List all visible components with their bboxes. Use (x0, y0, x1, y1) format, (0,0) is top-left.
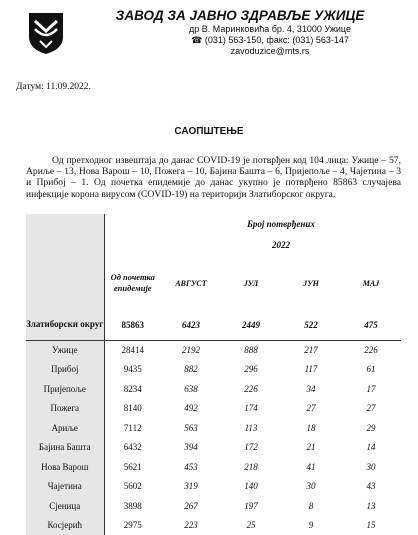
municipality-name: Сјеница (26, 496, 104, 516)
table-row (26, 457, 401, 477)
cell-month: 197 (221, 496, 281, 516)
cell-month: 563 (161, 418, 221, 438)
page-title: САОПШТЕЊЕ (0, 126, 418, 137)
cell-month: 267 (161, 496, 221, 516)
col-header-month: ЈУН (281, 256, 341, 310)
cell-month: 319 (161, 477, 221, 497)
cell-month: 218 (221, 457, 281, 477)
cell-month: 882 (161, 360, 221, 380)
table-row (26, 379, 401, 399)
cell-month: 29 (341, 418, 401, 438)
cell-month: 394 (161, 438, 221, 458)
cell-month: 15 (341, 516, 401, 535)
col-header-month: АВГУСТ (161, 256, 221, 310)
district-value: 6423 (161, 310, 221, 340)
district-value: 522 (281, 310, 341, 340)
district-total: 85863 (104, 310, 161, 340)
table-row (26, 496, 401, 516)
cell-total: 5621 (104, 457, 161, 477)
cell-month: 34 (281, 379, 341, 399)
municipality-name: Ариље (26, 418, 104, 438)
cell-month: 8 (281, 496, 341, 516)
cell-month: 27 (341, 399, 401, 419)
group-header: Број потврђених (161, 214, 401, 234)
corner-cell (26, 214, 104, 234)
cell-month: 25 (221, 516, 281, 535)
cell-month: 888 (221, 340, 281, 360)
cell-total: 8234 (104, 379, 161, 399)
cell-month: 172 (221, 438, 281, 458)
cell-month: 296 (221, 360, 281, 380)
col-header-month: МАЈ (341, 256, 401, 310)
col-header-total: Од почетка епидемије (104, 256, 161, 310)
cell-month: 9 (281, 516, 341, 535)
org-address: др В. Маринковића бр. 4, 31000 Ужице (80, 24, 400, 35)
cell-total: 3898 (104, 496, 161, 516)
institute-logo (27, 11, 65, 55)
col-header-month: ЈУЛ (221, 256, 281, 310)
cell-month: 217 (281, 340, 341, 360)
municipality-name: Прибој (26, 360, 104, 380)
org-name: ЗАВОД ЗА ЈАВНО ЗДРАВЉЕ УЖИЦЕ (80, 8, 400, 24)
cell-month: 492 (161, 399, 221, 419)
cell-month: 453 (161, 457, 221, 477)
municipality-name: Пријепоље (26, 379, 104, 399)
cell-total: 28414 (104, 340, 161, 360)
cell-month: 117 (281, 360, 341, 380)
cell-month: 21 (281, 438, 341, 458)
cell-month: 113 (221, 418, 281, 438)
municipality-name: Ужице (26, 340, 104, 360)
table-row (26, 360, 401, 380)
cell-month: 61 (341, 360, 401, 380)
municipality-name: Косјерић (26, 516, 104, 535)
table-row (26, 477, 401, 497)
cell-month: 223 (161, 516, 221, 535)
district-row (26, 310, 401, 340)
municipality-name: Нова Варош (26, 457, 104, 477)
org-email: zavoduzice@mts.rs (80, 46, 400, 57)
cell-month: 226 (221, 379, 281, 399)
cell-month: 14 (341, 438, 401, 458)
cell-month: 638 (161, 379, 221, 399)
cell-total: 7112 (104, 418, 161, 438)
table-row (26, 438, 401, 458)
letterhead (80, 8, 400, 57)
cell-month: 174 (221, 399, 281, 419)
cell-month: 27 (281, 399, 341, 419)
cell-month: 17 (341, 379, 401, 399)
cell-month: 41 (281, 457, 341, 477)
cell-month: 30 (281, 477, 341, 497)
date-line: Датум: 11.09.2022. (16, 82, 91, 92)
announcement-paragraph: Од претходног извештаја до данас COVID-19 је потврђен код 104 лица: Ужице – 57, Ариље – 13, Нова Варош – 10, Пожега – 10, Бајина Башта – 6, Пријепоље – 4, Чајетина – 3 и Прибој – 1. Од почетка епидемије до данас укупно је потврђено 85863 случајева инфекције корона вирусом (COVID-19) на територији Златиборског округа. (26, 155, 401, 200)
cell-total: 8140 (104, 399, 161, 419)
cell-total: 2975 (104, 516, 161, 535)
cell-total: 9435 (104, 360, 161, 380)
cell-month: 13 (341, 496, 401, 516)
table-row (26, 418, 401, 438)
municipality-name: Чајетина (26, 477, 104, 497)
cell-total: 6432 (104, 438, 161, 458)
cell-total: 5602 (104, 477, 161, 497)
district-value: 475 (341, 310, 401, 340)
municipality-name: Пожега (26, 399, 104, 419)
table-row (26, 516, 401, 535)
cell-month: 226 (341, 340, 401, 360)
district-value: 2449 (221, 310, 281, 340)
cell-month: 18 (281, 418, 341, 438)
district-label: Златиборски округ (26, 310, 104, 340)
municipality-name: Бајина Башта (26, 438, 104, 458)
table-row (26, 340, 401, 360)
table-row (26, 399, 401, 419)
cases-table (26, 214, 401, 535)
cell-month: 43 (341, 477, 401, 497)
cell-month: 140 (221, 477, 281, 497)
org-phone: ☎ (031) 563-150, факс: (031) 563-147 (80, 35, 400, 46)
cell-month: 2192 (161, 340, 221, 360)
year-header: 2022 (161, 234, 401, 256)
cell-month: 30 (341, 457, 401, 477)
